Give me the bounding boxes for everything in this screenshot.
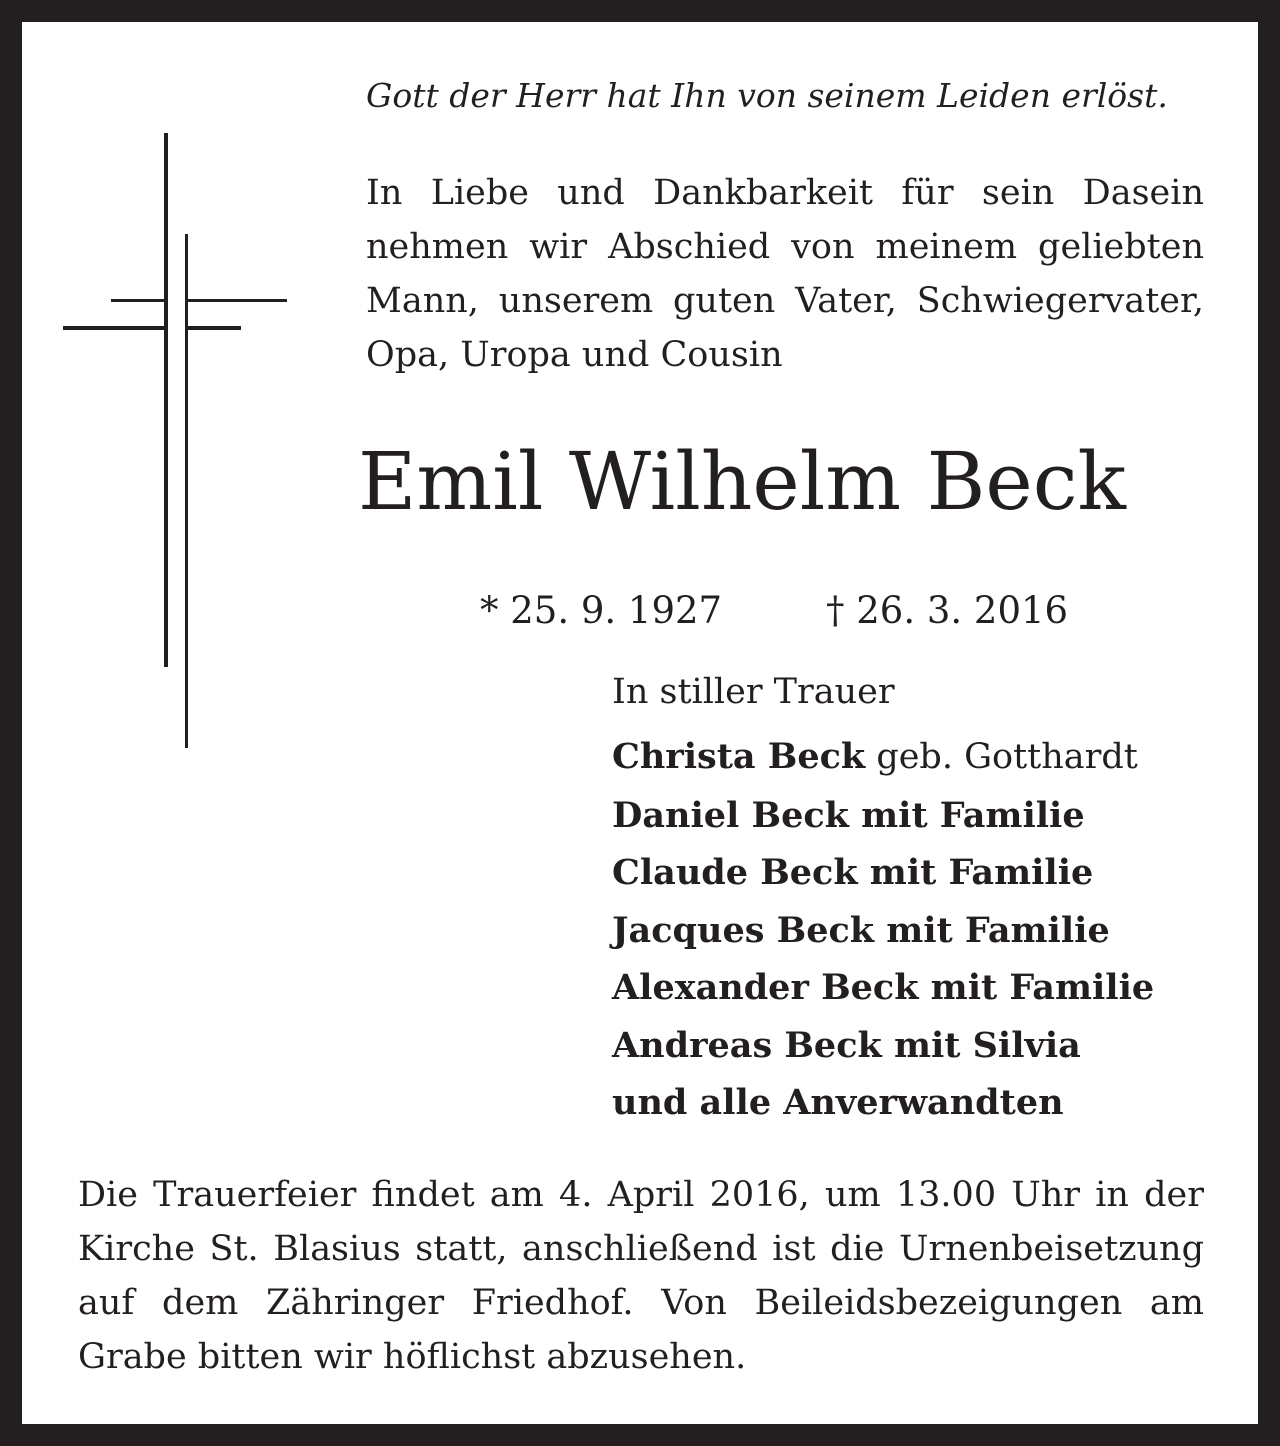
mourner-item xyxy=(612,1074,1154,1132)
mourner-item xyxy=(612,844,1154,902)
mourner-suffix: geb. Gotthardt xyxy=(865,737,1138,777)
ceremony-line: Die Trauerfeier findet am 4. April 2016, um 13.00 Uhr in der xyxy=(78,1175,1204,1215)
cross-front-horizontal-left-line xyxy=(63,326,166,330)
cross-front-vertical-line xyxy=(164,133,168,667)
deceased-name: Emil Wilhelm Beck xyxy=(358,435,1127,528)
intro-text xyxy=(366,166,1204,382)
ceremony-line: Kirche St. Blasius statt, anschließend ist die Urnenbeisetzung xyxy=(78,1229,1204,1269)
mourner-item xyxy=(612,787,1154,845)
ceremony-information xyxy=(78,1168,1204,1384)
mourner-item xyxy=(612,902,1154,960)
mourners-list xyxy=(612,728,1154,1132)
cross-back-vertical-line xyxy=(185,234,188,748)
mourner-item xyxy=(612,1017,1154,1075)
ceremony-line: Grabe bitten wir höflichst abzusehen. xyxy=(78,1337,747,1377)
intro-line: nehmen wir Abschied von meinem geliebten xyxy=(366,227,1204,267)
mourner-name: Claude Beck mit Familie xyxy=(612,852,1094,893)
mourner-name: Jacques Beck mit Familie xyxy=(612,909,1110,951)
mourner-name: Daniel Beck mit Familie xyxy=(612,794,1085,836)
birth-date: * 25. 9. 1927 xyxy=(480,589,723,632)
cross-front-horizontal-right-line xyxy=(186,326,241,330)
death-date: † 26. 3. 2016 xyxy=(826,589,1069,632)
mourner-name: und alle Anverwandten xyxy=(612,1082,1064,1123)
mourner-name: Alexander Beck mit Familie xyxy=(612,967,1155,1008)
cross-icon xyxy=(22,22,322,782)
mourner-name: Andreas Beck mit Silvia xyxy=(612,1024,1081,1066)
mourner-item xyxy=(612,959,1154,1017)
mourner-item xyxy=(612,728,1154,787)
intro-line: Mann, unserem guten Vater, Schwiegervater, xyxy=(366,281,1204,321)
intro-line: In Liebe und Dankbarkeit für sein Dasein xyxy=(366,173,1204,213)
mourning-label: In stiller Trauer xyxy=(612,672,895,712)
motto: Gott der Herr hat Ihn von seinem Leiden erlöst. xyxy=(366,76,1168,115)
cross-back-horizontal-left-line xyxy=(111,299,166,302)
obituary-notice xyxy=(22,22,1258,1424)
mourner-name: Christa Beck xyxy=(612,736,866,777)
ceremony-line: auf dem Zähringer Friedhof. Von Beileidsbezeigungen am xyxy=(78,1283,1204,1323)
intro-line: Opa, Uropa und Cousin xyxy=(366,335,783,375)
cross-back-horizontal-right-line xyxy=(186,299,287,302)
